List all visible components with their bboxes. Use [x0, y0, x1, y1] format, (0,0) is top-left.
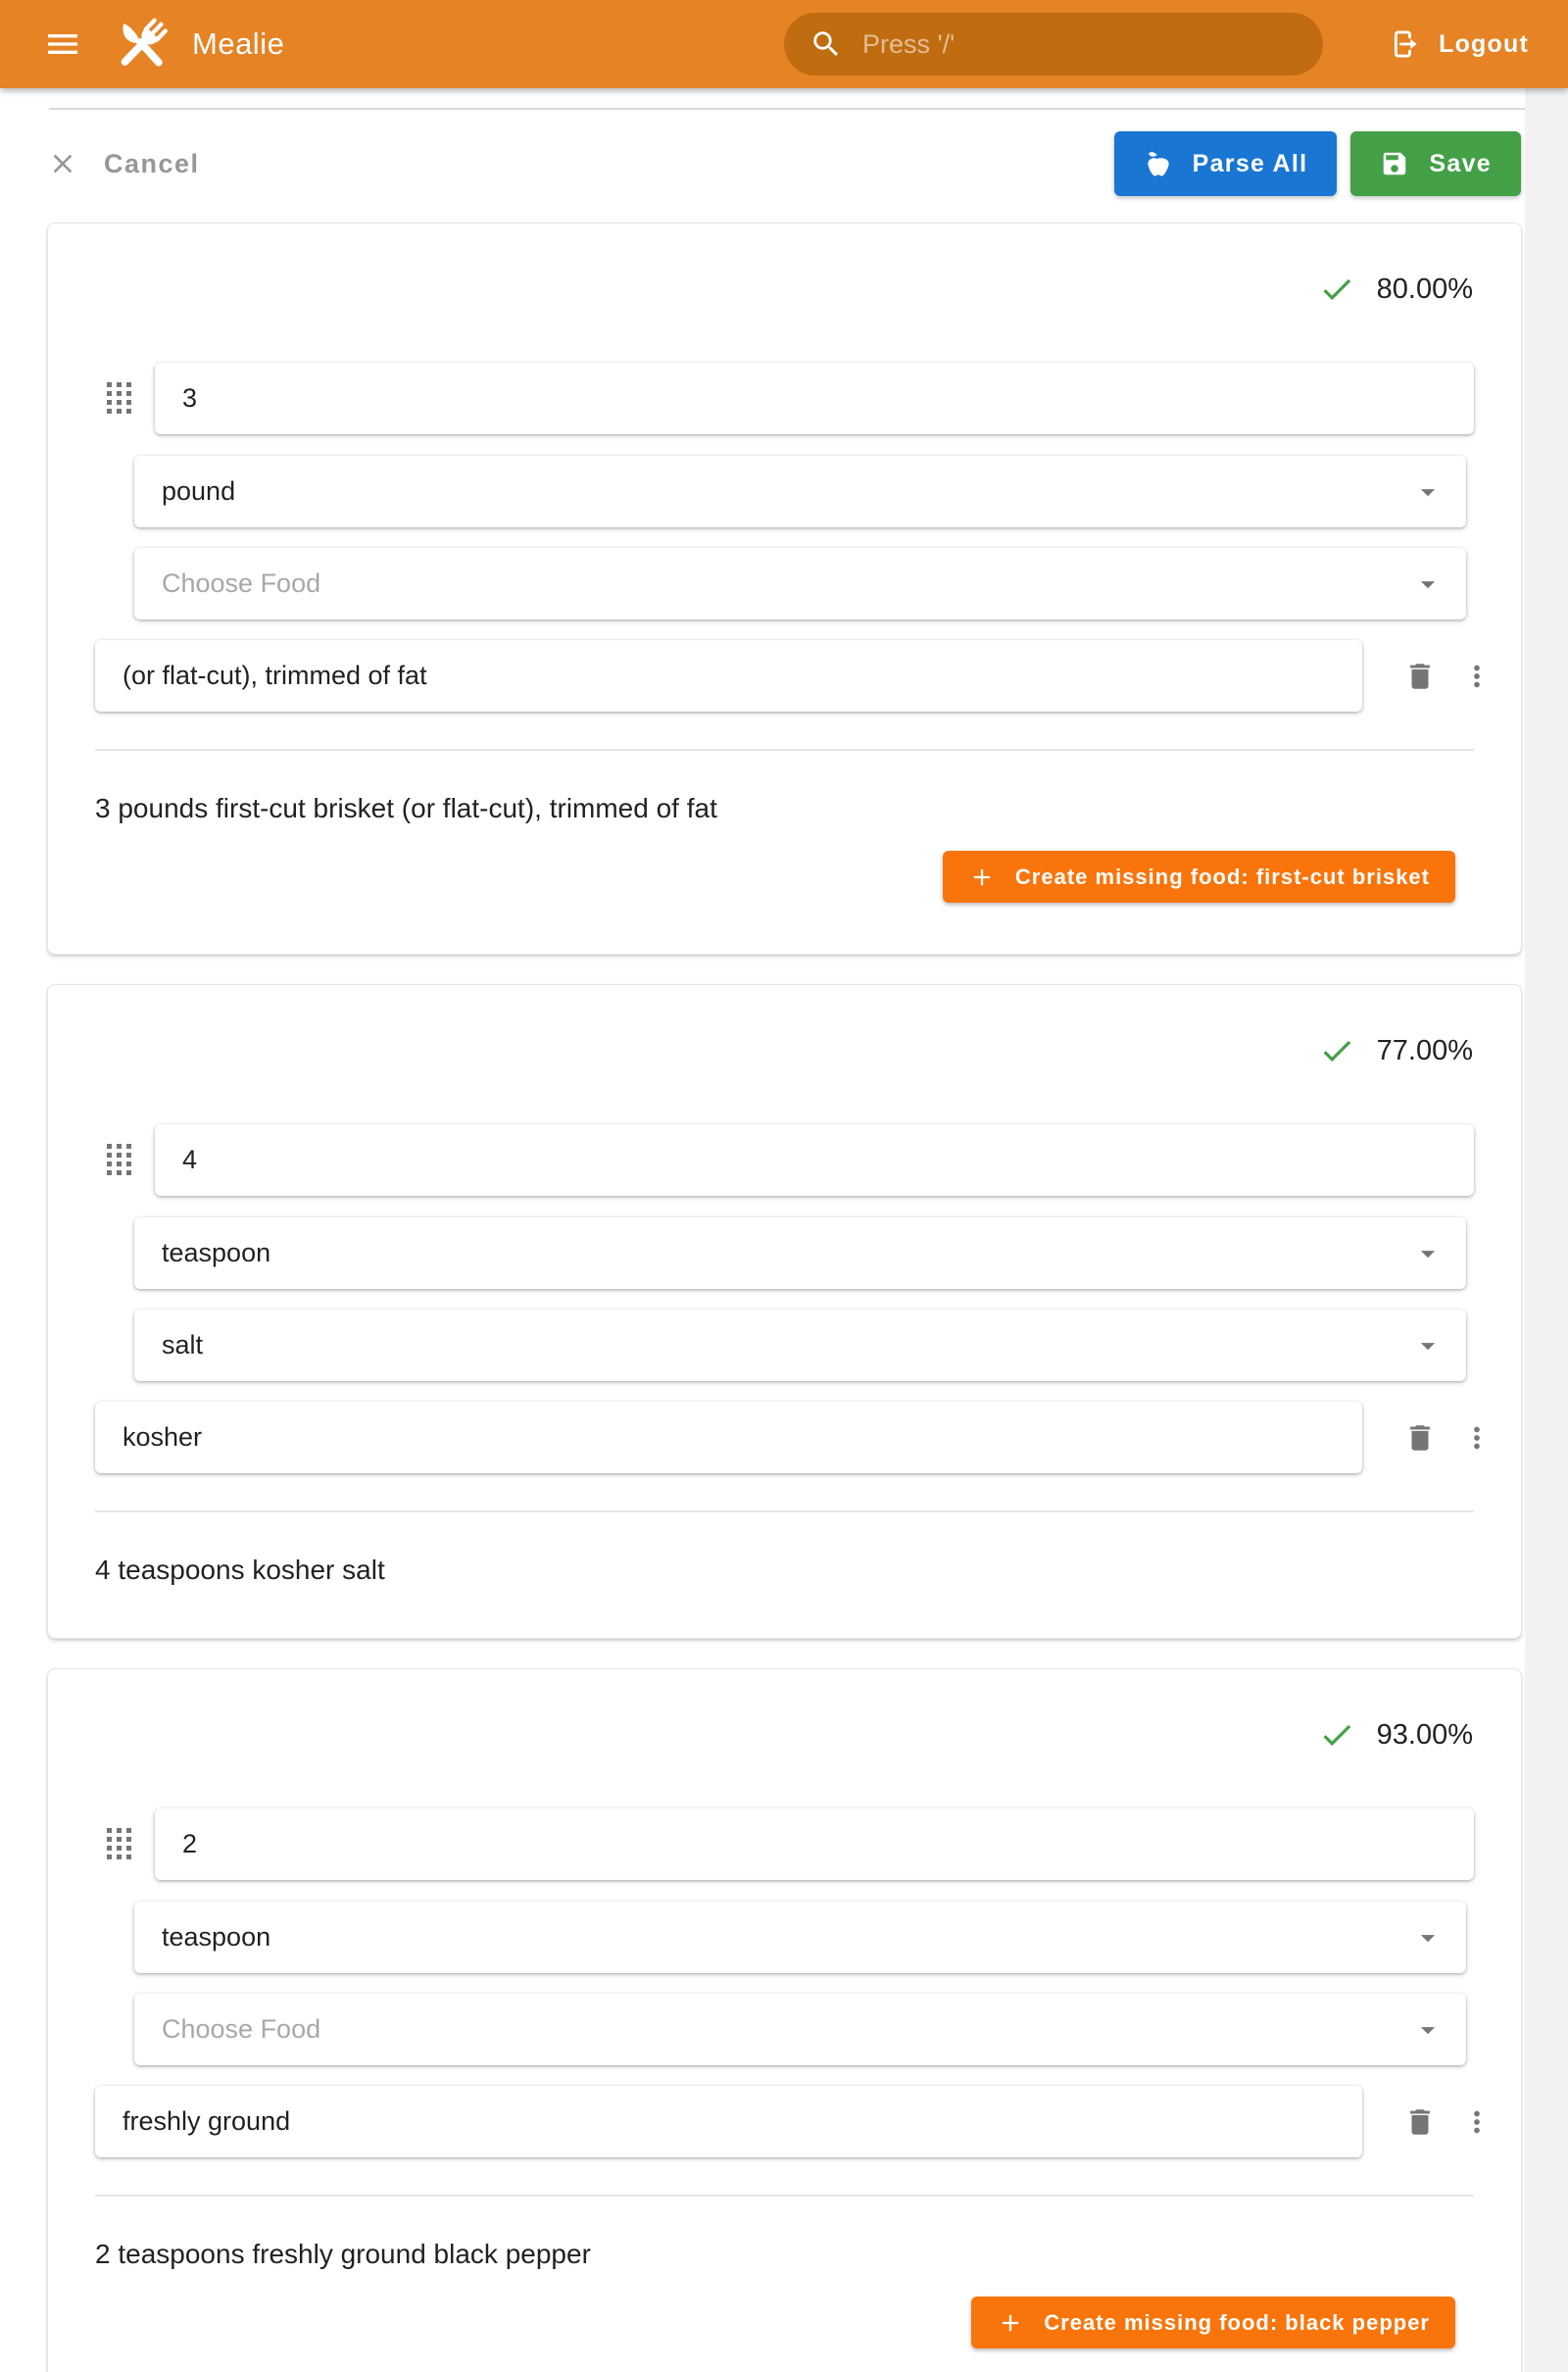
- food-select[interactable]: [134, 548, 1466, 619]
- menu-icon[interactable]: [35, 17, 90, 72]
- unit-value: teaspoon: [162, 1922, 271, 1952]
- quantity-input[interactable]: [155, 363, 1474, 434]
- food-value: salt: [162, 1330, 204, 1359]
- kebab-menu-icon: [1460, 1421, 1494, 1455]
- unit-select[interactable]: [134, 1902, 1466, 1973]
- original-ingredient-text: 3 pounds first-cut brisket (or flat-cut), trimmed of fat: [95, 793, 717, 823]
- food-placeholder: Choose Food: [162, 2014, 321, 2044]
- save-label: Save: [1429, 149, 1492, 177]
- note-input[interactable]: [95, 640, 1362, 712]
- unit-select[interactable]: [134, 1217, 1466, 1289]
- search-input[interactable]: [862, 29, 1298, 60]
- food-select[interactable]: [134, 1994, 1466, 2065]
- check-icon: [1318, 271, 1355, 308]
- delete-button[interactable]: [1392, 2094, 1448, 2150]
- food-select[interactable]: [134, 1310, 1466, 1381]
- ingredient-list: [47, 222, 1522, 2372]
- divider: [95, 749, 1474, 751]
- quantity-input[interactable]: [155, 1124, 1474, 1196]
- save-button[interactable]: [1350, 131, 1521, 196]
- chevron-down-icon: [1411, 568, 1445, 601]
- app-bar: [0, 0, 1568, 88]
- unit-select[interactable]: [134, 456, 1466, 527]
- trash-icon: [1403, 2105, 1437, 2139]
- chevron-down-icon: [1411, 1329, 1445, 1362]
- logout-button[interactable]: [1390, 27, 1529, 61]
- kebab-menu-icon: [1460, 2105, 1494, 2139]
- parse-all-button[interactable]: [1114, 131, 1338, 196]
- note-input[interactable]: [95, 1402, 1362, 1473]
- search-icon: [809, 27, 843, 61]
- kebab-menu-icon: [1460, 660, 1494, 693]
- divider: [95, 1510, 1474, 1512]
- create-missing-food-label: Create missing food: black pepper: [1044, 2309, 1430, 2335]
- chevron-down-icon: [1411, 475, 1445, 509]
- toolbar: [47, 131, 1521, 196]
- confidence-row: [64, 271, 1473, 308]
- drag-handle-icon[interactable]: [107, 1144, 131, 1176]
- ingredient-card: [47, 1668, 1522, 2372]
- header-divider: [49, 108, 1525, 110]
- unit-value: pound: [162, 476, 236, 506]
- quantity-input[interactable]: [155, 1808, 1474, 1880]
- brand: [112, 14, 284, 74]
- check-icon: [1318, 1716, 1355, 1754]
- logout-icon: [1390, 27, 1423, 61]
- plus-icon: [968, 864, 996, 891]
- chevron-down-icon: [1411, 1237, 1445, 1270]
- create-missing-food-button[interactable]: [943, 851, 1455, 903]
- more-options-button[interactable]: [1448, 2094, 1505, 2150]
- trash-icon: [1403, 660, 1437, 693]
- app-title: Mealie: [192, 26, 285, 61]
- drag-handle-icon[interactable]: [107, 1828, 131, 1860]
- create-missing-food-button[interactable]: [971, 2297, 1455, 2348]
- food-placeholder: Choose Food: [162, 568, 321, 598]
- delete-button[interactable]: [1392, 1409, 1448, 1466]
- close-icon: [47, 148, 78, 179]
- scrollbar[interactable]: [1525, 88, 1568, 2372]
- drag-handle-icon[interactable]: [107, 382, 131, 415]
- confidence-value: 80.00%: [1376, 272, 1473, 305]
- trash-icon: [1403, 1421, 1437, 1455]
- confidence-row: [64, 1032, 1473, 1069]
- chevron-down-icon: [1411, 1921, 1445, 1954]
- create-missing-food-label: Create missing food: first-cut brisket: [1014, 864, 1430, 889]
- chevron-down-icon: [1411, 2013, 1445, 2047]
- ingredient-card: [47, 222, 1522, 955]
- note-input[interactable]: [95, 2086, 1362, 2157]
- cancel-label: Cancel: [104, 148, 200, 178]
- mealie-logo-icon: [112, 14, 172, 74]
- logout-label: Logout: [1439, 29, 1529, 58]
- original-ingredient-text: 4 teaspoons kosher salt: [95, 1555, 385, 1585]
- confidence-value: 77.00%: [1376, 1034, 1473, 1066]
- confidence-row: [64, 1716, 1473, 1754]
- delete-button[interactable]: [1392, 648, 1448, 705]
- plus-icon: [997, 2309, 1024, 2337]
- apple-icon: [1144, 149, 1173, 178]
- save-icon: [1380, 149, 1409, 178]
- more-options-button[interactable]: [1448, 1409, 1505, 1466]
- search-bar[interactable]: [784, 13, 1323, 75]
- more-options-button[interactable]: [1448, 648, 1505, 705]
- unit-value: teaspoon: [162, 1238, 271, 1267]
- confidence-value: 93.00%: [1376, 1718, 1473, 1751]
- original-ingredient-text: 2 teaspoons freshly ground black pepper: [95, 2239, 591, 2269]
- parse-all-label: Parse All: [1192, 149, 1308, 177]
- cancel-button[interactable]: [47, 148, 200, 179]
- check-icon: [1318, 1032, 1355, 1069]
- divider: [95, 2195, 1474, 2197]
- ingredient-card: [47, 984, 1522, 1639]
